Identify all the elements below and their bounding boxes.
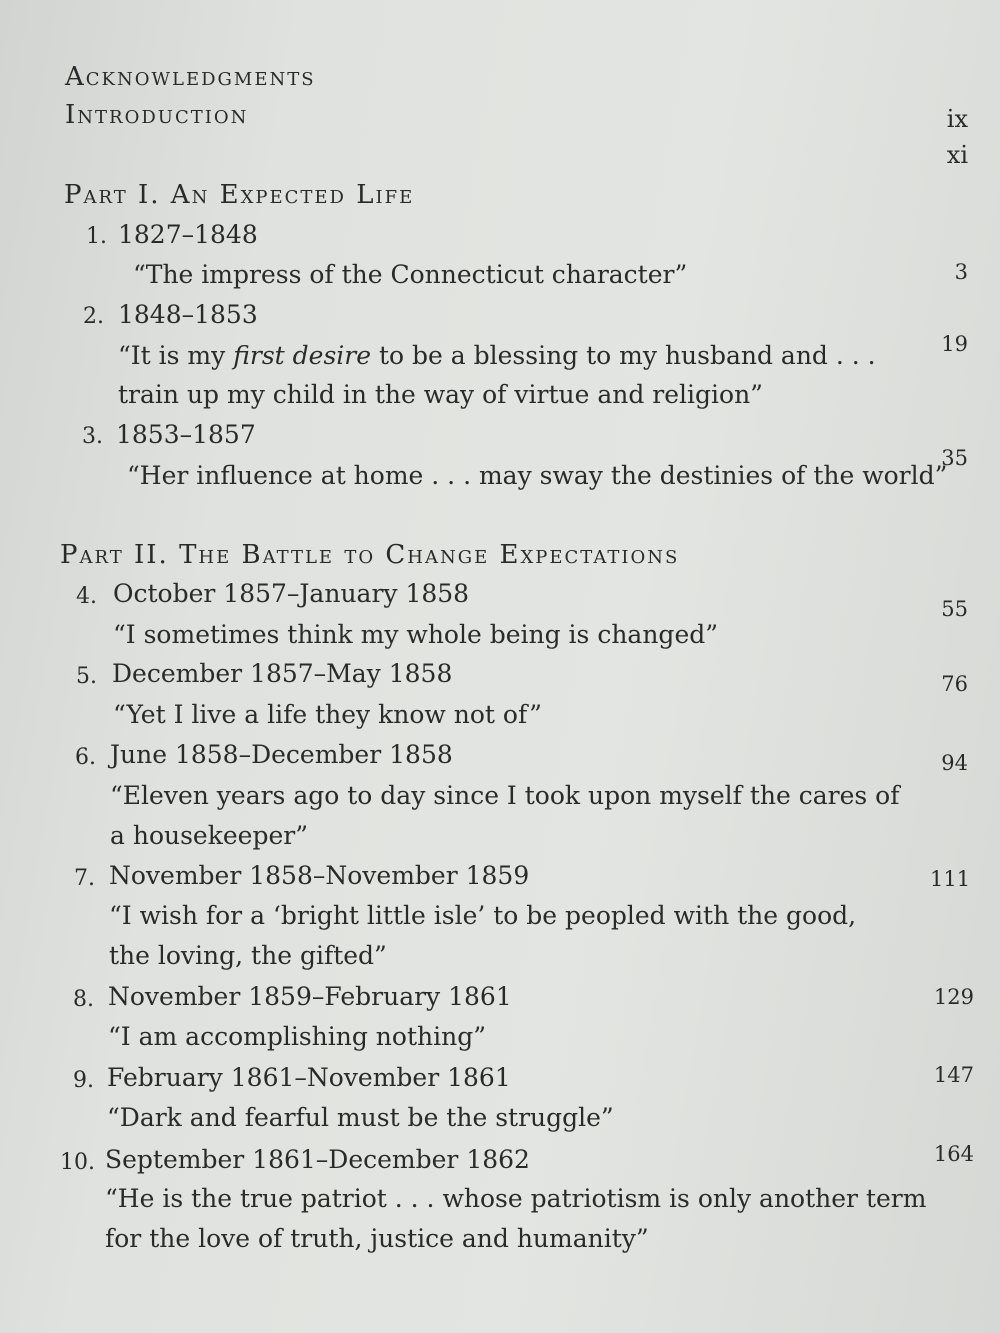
- page-number: 129: [933, 985, 974, 1009]
- chapter-quote: the loving, the gifted”: [109, 941, 387, 970]
- chapter-dates: February 1861–November 1861: [107, 1063, 511, 1092]
- chapter-dates: October 1857–January 1858: [113, 579, 470, 608]
- chapter-dates: September 1861–December 1862: [105, 1145, 530, 1174]
- chapter-number: 10.: [60, 1150, 95, 1175]
- chapter-quote: “The impress of the Connecticut character”: [133, 260, 688, 289]
- page-number: 35: [941, 446, 968, 470]
- chapter-quote: “It is my first desire to be a blessing to my husband and . . .: [118, 341, 876, 370]
- chapter-number: 9.: [73, 1068, 94, 1093]
- page-number: 76: [941, 672, 968, 696]
- page-number: 19: [941, 332, 968, 356]
- chapter-number: 3.: [82, 424, 103, 449]
- chapter-number: 2.: [83, 304, 104, 329]
- page-number: 164: [933, 1142, 974, 1166]
- part-title: Part I. An Expected Life: [64, 180, 415, 210]
- part-title: Part II. The Battle to Change Expectations: [60, 540, 680, 570]
- chapter-quote: a housekeeper”: [110, 821, 308, 850]
- chapter-number: 7.: [74, 866, 95, 891]
- chapter-dates: 1827–1848: [118, 220, 258, 249]
- chapter-quote: “I sometimes think my whole being is changed”: [113, 620, 719, 649]
- chapter-number: 1.: [86, 224, 107, 249]
- chapter-quote: “Eleven years ago to day since I took upon myself the cares of: [110, 781, 900, 810]
- chapter-dates: December 1857–May 1858: [112, 659, 453, 688]
- chapter-dates: 1848–1853: [118, 300, 258, 329]
- chapter-quote: “I wish for a ‘bright little isle’ to be peopled with the good,: [109, 901, 857, 930]
- page-number: xi: [946, 141, 968, 169]
- chapter-dates: November 1859–February 1861: [108, 982, 512, 1011]
- page-number: 147: [933, 1063, 974, 1087]
- chapter-quote: “Her influence at home . . . may sway the destinies of the world”: [127, 461, 948, 490]
- chapter-quote: for the love of truth, justice and humanity”: [105, 1224, 649, 1253]
- chapter-dates: June 1858–December 1858: [110, 740, 453, 769]
- acknowledgments-heading: Acknowledgments: [65, 62, 316, 92]
- chapter-quote: “Yet I live a life they know not of”: [113, 700, 542, 729]
- chapter-number: 8.: [73, 987, 94, 1012]
- chapter-quote: “I am accomplishing nothing”: [108, 1022, 486, 1051]
- chapter-quote: train up my child in the way of virtue and religion”: [118, 380, 763, 409]
- chapter-number: 5.: [76, 664, 97, 689]
- page-number: 94: [941, 751, 968, 775]
- chapter-quote: “He is the true patriot . . . whose patriotism is only another term: [105, 1184, 927, 1213]
- chapter-dates: 1853–1857: [116, 420, 256, 449]
- chapter-dates: November 1858–November 1859: [109, 861, 530, 890]
- page-number: 111: [930, 867, 971, 891]
- chapter-number: 6.: [75, 745, 96, 770]
- chapter-quote: “Dark and fearful must be the struggle”: [107, 1103, 614, 1132]
- page-number: 55: [941, 597, 968, 621]
- page-number: 3: [954, 260, 968, 284]
- page-number: ix: [946, 105, 968, 133]
- chapter-number: 4.: [76, 584, 97, 609]
- introduction-heading: Introduction: [65, 100, 249, 130]
